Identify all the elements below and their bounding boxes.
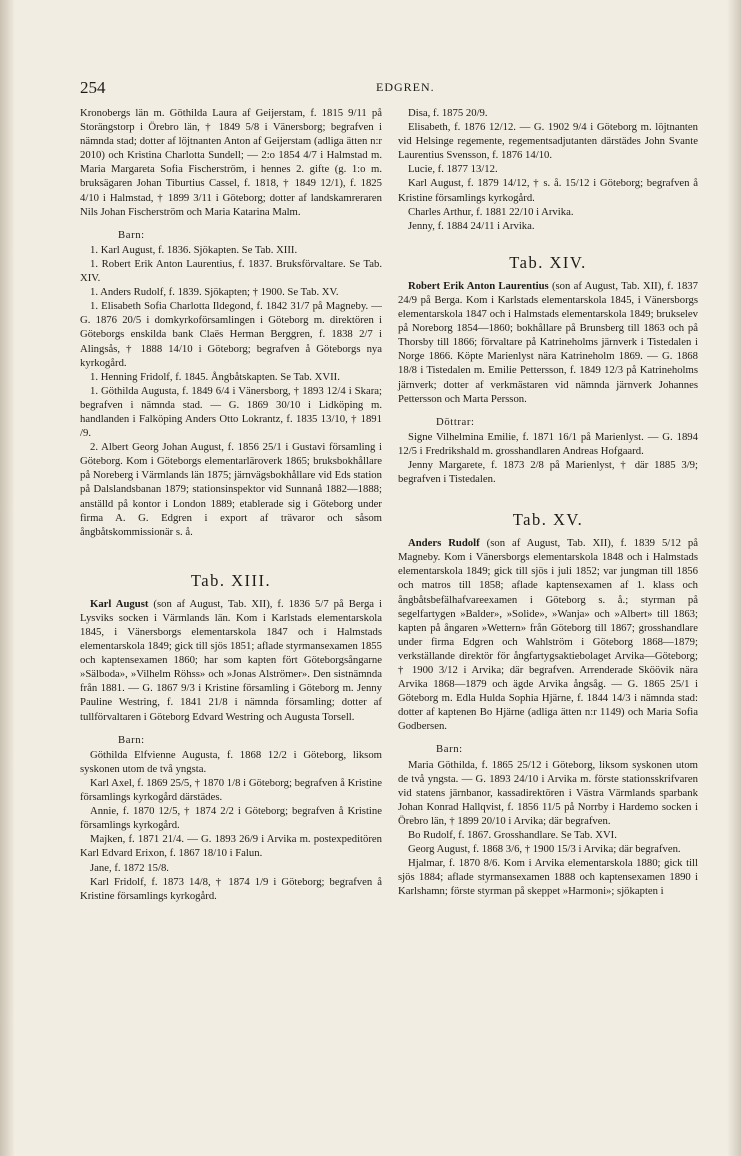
tab-xv-text: (son af August, Tab. XII), f. 1839 5/12 på Magneby. Kom i Vänersborgs elementarskola 1848 och i Halmstads elementarskola 1849; gick till sjös i juli 1852; var jungman till 1856 och matros till 1858; aflade kaptensexamen af 1. klass och ångbåtsbefälhafvareexamen i Göteborg s. å.; styrman på segelfartygen »Balder», »Solide», »Wanja» och »Albert» till 1863; kapten på ångaren »Wettern» från Göteborg till 1867; grosshandlare under firma Edgren och Wahlström i Göteborg 1868—1879; verkställande direktör för ångfartygsaktiebolaget Arvika—Göteborg; † 1900 3/12 i Arvika; där begrafven. Arrenderade Sköövik nära Arvika 1868—1879 och ägde Arvika ångsåg. — G. 1865 25/1 i Göteborg m. Edla Hulda Sophia Hjärne, f. 1844 14/3 i nämnda stad: dotter af kaptenen Bo Hjärne (adliga ätten n:r 1149) och Maria Sofia Godbersen. [398,537,699,733]
child-entry: Bo Rudolf, f. 1867. Grosshandlare. Se Tab. XVI. [408,829,617,842]
tab-xv-barn-heading: Barn: [436,743,463,756]
child-entry: Lucie, f. 1877 13/12. [408,163,498,176]
page-edge-shadow [727,0,741,1156]
child-entry: 1. Göthilda Augusta, f. 1849 6/4 i Vänersborg, † 1893 12/4 i Skara; begrafven i nämnda stad. — G. 1869 30/10 i Lidköping m. handlanden i Falköping Anders Otto Lokrantz, f. 1835 13/10, † 1891 /9. [80,384,382,440]
child-entry: Majken, f. 1871 21/4. — G. 1893 26/9 i Arvika m. postexpeditören Karl Edvard Erixon, f. 1867 18/10 i Falun. [80,833,382,860]
tab-xv-paragraph [398,536,698,733]
barn-heading: Barn: [118,228,145,241]
child-entry: Karl Fridolf, f. 1873 14/8, † 1874 1/9 i Göteborg; begrafven å Kristine församlings kyrkogård. [80,875,382,902]
tab-xiii-person-name: Karl August [90,597,149,610]
tab-xiv-text: (son af August, Tab. XII), f. 1837 24/9 på Berga. Kom i Karlstads elementarskola 1845, i Vänersborgs elementarskola 1847 och i Halmstads elementarskola 1849; brukselev på Noreborg 1854—1860; bokhållare på Brunsberg till 1863 och på Thorsby till 1866; förvaltare på Katrineholms järnverk i Tistedalen i Norge 1866. Köpte Marienlyst nära Katrineholm 1869. — G. 1868 18/8 i Tistedalen m. Emilie Pettersson, f. 1849 12/3 på Katrineholms järnverk; dotter af verkmästaren vid nämnda järnverk Johannes Pettersson och Marta Persson. [398,279,698,405]
child-entry: Annie, f. 1870 12/5, † 1874 2/2 i Göteborg; begrafven å Kristine församlings kyrkogård. [80,805,382,832]
page-header [80,78,712,98]
tab-xiii-barn-heading: Barn: [118,733,145,746]
child-entry: Jenny, f. 1884 24/11 i Arvika. [408,219,535,232]
tab-xv-person-name: Anders Rudolf [408,537,480,550]
page-number: 254 [80,78,106,97]
tab-xiii-text: (son af August, Tab. XII), f. 1836 5/7 på Berga i Lysviks socken i Värmlands län. Kom i Karlstads elementarskola 1845, i Vänersborgs elementarskola 1847 och i Halmstads elementarskola 1849; gick till sjös 1851; aflade styrmansexamen 1855 och kaptensexamen 1860; har som kapten fört Göteborgsångarne »Sälboda», »Vilhelm Röhss» och »Jonas Alströmer». Den sistnämnda från 1881. — G. 1867 9/3 i Kristine församling i Göteborg m. Jenny Pauline Westring, f. 1841 21/8 i nämnda församling; dotter af tullförvaltaren i Göteborg Edvard Westring och Augusta Torsell. [80,597,382,723]
right-column [398,106,698,899]
running-head: EDGREN. [376,80,435,94]
child-entry: Elisabeth, f. 1876 12/12. — G. 1902 9/4 i Göteborg m. löjtnanten vid Helsinge regemente, regementsadjutanten därstädes John Svante Laurentius Svensson, f. 1876 14/10. [398,121,698,162]
tab-xiv-daughters-heading: Döttrar: [436,415,475,428]
child-entry: 1. Henning Fridolf, f. 1845. Ångbåtskapten. Se Tab. XVII. [90,370,340,383]
tab-xiv-paragraph [398,279,698,406]
tab-xiv-person-name: Robert Erik Anton Laurentius [408,279,549,292]
child-entry: Signe Vilhelmina Emilie, f. 1871 16/1 på Marienlyst. — G. 1894 12/5 i Fredrikshald m. grosshandlaren Andreas Hofgaard. [398,430,698,457]
tab-xiii-paragraph [80,597,382,724]
child-entry: 2. Albert Georg Johan August, f. 1856 25/1 i Gustavi församling i Göteborg. Kom i Göteborgs elementarläroverk 1865; bruksbokhållare på Noreberg i Värmlands län 1875; järnvägsbokhållare vid Eds station på Dalslandsbanan 1879; stationsinspektor vid Sunnanå 1882—1888; anställd på kontor i London 1889; etablerade sig i Göteborg under firma A. G. Edgren i export af trävaror och såsom ångbåtskommissionär s. å. [80,441,382,538]
child-entry: Hjalmar, f. 1870 8/6. Kom i Arvika elementarskola 1880; gick till sjös 1884; aflade styrmansexamen 1888 och kaptensexamen 1890 i Karlshamn; förste styrman på skeppet »Harmoni»; sjökapten i [398,857,698,898]
child-entry: Karl August, f. 1879 14/12, † s. å. 15/12 i Göteborg; begrafven å Kristine församlings kyrkogård. [398,177,698,204]
intro-paragraph: Kronobergs län m. Göthilda Laura af Geijerstam, f. 1815 9/11 på Storängstorp i Örebro län, † 1849 5/8 i Vänersborg; begrafven i nämnda stad; dotter af löjtnanten Anton af Geijerstam (adliga ätten n:r 2010) och Kristina Charlotta Sundell; — 2:o 1854 4/7 i Halmstad m. Maria Margareta Sofia Fischerström, i hennes 2. gifte (g. 1:o m. bruksägaren Johan Tiburtius Cassel, f. 1818, † 1849 12/1), f. 1825 4/10 i Halmstad, † 1899 3/11 i Göteborg; dotter af landskamreraren Nils Johan Fischerström och Maria Katarina Malm. [80,107,382,218]
child-entry: Charles Arthur, f. 1881 22/10 i Arvika. [408,205,574,218]
tab-xiii-heading: Tab. XIII. [190,570,272,590]
child-entry: 1. Karl August, f. 1836. Sjökapten. Se Tab. XIII. [90,243,298,256]
child-entry: Georg August, f. 1868 3/6, † 1900 15/3 i Arvika; där begrafven. [408,843,681,856]
child-entry: Jenny Margarete, f. 1873 2/8 på Marienlyst, † där 1885 3/9; begrafven i Tistedalen. [398,458,698,486]
tab-xv-heading: Tab. XV. [512,510,584,530]
child-entry: 1. Anders Rudolf, f. 1839. Sjökapten; † 1900. Se Tab. XV. [90,286,339,299]
child-entry: Karl Axel, f. 1869 25/5, † 1870 1/8 i Göteborg; begrafven å Kristine församlings kyrkogård därstädes. [80,776,382,804]
page-binding-shadow [0,0,14,1156]
tab-xiv-heading: Tab. XIV. [509,252,587,272]
child-entry: 1. Robert Erik Anton Laurentius, f. 1837. Bruksförvaltare. Se Tab. XIV. [80,257,382,285]
child-entry: Jane, f. 1872 15/8. [90,861,169,874]
child-entry: 1. Elisabeth Sofia Charlotta Ildegond, f. 1842 31/7 på Magneby. — G. 1876 20/5 i domkyrkoförsamlingen i Göteborg m. direktören i Göteborgs enskilda bank Claës Herman Berggren, f. 1838 2/7 i Alingsås, † 1888 14/10 i Göteborg; begrafven å Göteborgs nya kyrkogård. [80,300,382,369]
left-column [80,106,382,903]
child-entry: Maria Göthilda, f. 1865 25/12 i Göteborg, liksom syskonen utom de två yngsta. — G. 1893 24/10 i Arvika m. förste stationsskrifvaren vid statens järnbanor, kassadirektören i Västra Värmlands sparbank Johan Konrad Hallqvist, f. 1856 11/5 på Norrby i Hardemo socken i Örebro län, † 1899 20/10 i Arvika; där begrafven. [398,758,698,827]
child-entry: Göthilda Elfvienne Augusta, f. 1868 12/2 i Göteborg, liksom syskonen utom de två yngsta. [80,748,382,775]
child-entry: Disa, f. 1875 20/9. [408,107,488,119]
